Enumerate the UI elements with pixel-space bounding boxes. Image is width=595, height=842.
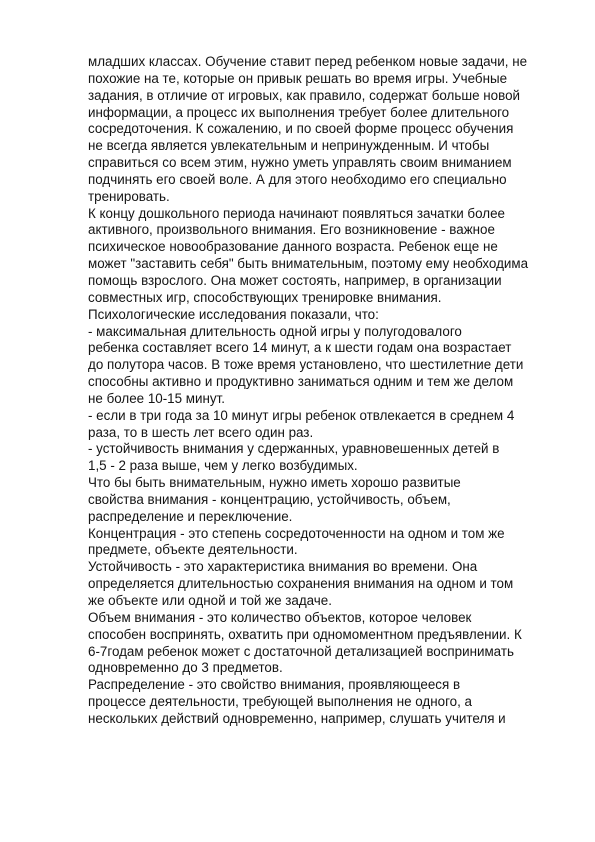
text-line: способны активно и продуктивно заниматься одним и тем же делом bbox=[88, 374, 514, 390]
text-line: до полутора часов. В тоже время установлено, что шестилетние дети bbox=[88, 357, 524, 373]
text-line: Психологические исследования показали, что: bbox=[88, 306, 379, 322]
text-line: подчинять его своей воле. А для этого необходимо его специально bbox=[88, 171, 507, 187]
text-line: же объекте или одной и той же задаче. bbox=[88, 593, 332, 608]
text-line: способен воспринять, охватить при одномоментном предъявлении. К bbox=[88, 626, 522, 642]
text-line: свойства внимания - концентрацию, устойчивость, объем, bbox=[88, 491, 451, 507]
text-line: - максимальная длительность одной игры у полугодовалого bbox=[88, 323, 462, 339]
text-line: не более 10-15 минут. bbox=[88, 390, 225, 406]
text-line: психическое новообразование данного возраста. Ребенок еще не bbox=[88, 239, 498, 255]
text-line: Концентрация - это степень сосредоточенности на одном и том же bbox=[88, 525, 505, 541]
text-line: - если в три года за 10 минут игры ребенок отвлекается в среднем 4 bbox=[88, 407, 515, 423]
text-line: определяется длительностью сохранения внимания на одном и том bbox=[88, 576, 514, 592]
text-line: активного, произвольного внимания. Его возникновение - важное bbox=[88, 222, 495, 238]
text-line: Объем внимания - это количество объектов, которое человек bbox=[88, 609, 472, 625]
text-line: 1,5 - 2 раза выше, чем у легко возбудимых. bbox=[88, 458, 358, 474]
text-line: Что бы быть внимательным, нужно иметь хорошо развитые bbox=[88, 475, 461, 491]
text-line: Распределение - это свойство внимания, проявляющееся в bbox=[88, 677, 461, 693]
text-line: тренировать. bbox=[88, 188, 170, 204]
text-line: младших классах. Обучение ставит перед ребенком новые задачи, не bbox=[88, 54, 528, 69]
text-line: распределение и переключение. bbox=[88, 508, 293, 524]
document-body-text bbox=[88, 54, 544, 728]
text-line: справиться со всем этим, нужно уметь управлять своим вниманием bbox=[88, 155, 512, 171]
text-line: помощь взрослого. Она может состоять, например, в организации bbox=[88, 272, 502, 288]
text-line: одновременно до 3 предметов. bbox=[88, 660, 283, 676]
text-line: процессе деятельности, требующей выполнения не одного, а bbox=[88, 694, 472, 710]
text-line: может "заставить себя" быть внимательным, поэтому ему необходима bbox=[88, 256, 529, 272]
text-line: раза, то в шесть лет всего один раз. bbox=[88, 424, 314, 440]
text-line: - устойчивость внимания у сдержанных, уравновешенных детей в bbox=[88, 441, 500, 457]
text-line: не всегда является увлекательным и непринужденным. И чтобы bbox=[88, 138, 490, 154]
text-line: информации, а процесс их выполнения требует более длительного bbox=[88, 104, 510, 120]
text-line: похожие на те, которые он привык решать во время игры. Учебные bbox=[88, 70, 508, 86]
text-line: 6-7годам ребенок может с достаточной детализацией воспринимать bbox=[88, 643, 514, 659]
text-line: Устойчивость - это характеристика внимания во времени. Она bbox=[88, 559, 478, 575]
text-line: предмете, объекте деятельности. bbox=[88, 542, 298, 558]
text-line: нескольких действий одновременно, например, слушать учителя и bbox=[88, 710, 506, 726]
text-line: ребенка составляет всего 14 минут, а к шести годам она возрастает bbox=[88, 340, 512, 356]
text-line: К концу дошкольного периода начинают появляться зачатки более bbox=[88, 205, 505, 221]
text-line: задания, в отличие от игровых, как правило, содержат больше новой bbox=[88, 87, 520, 103]
text-line: сосредоточения. К сожалению, и по своей форме процесс обучения bbox=[88, 121, 514, 137]
text-line: совместных игр, способствующих тренировке внимания. bbox=[88, 289, 442, 305]
